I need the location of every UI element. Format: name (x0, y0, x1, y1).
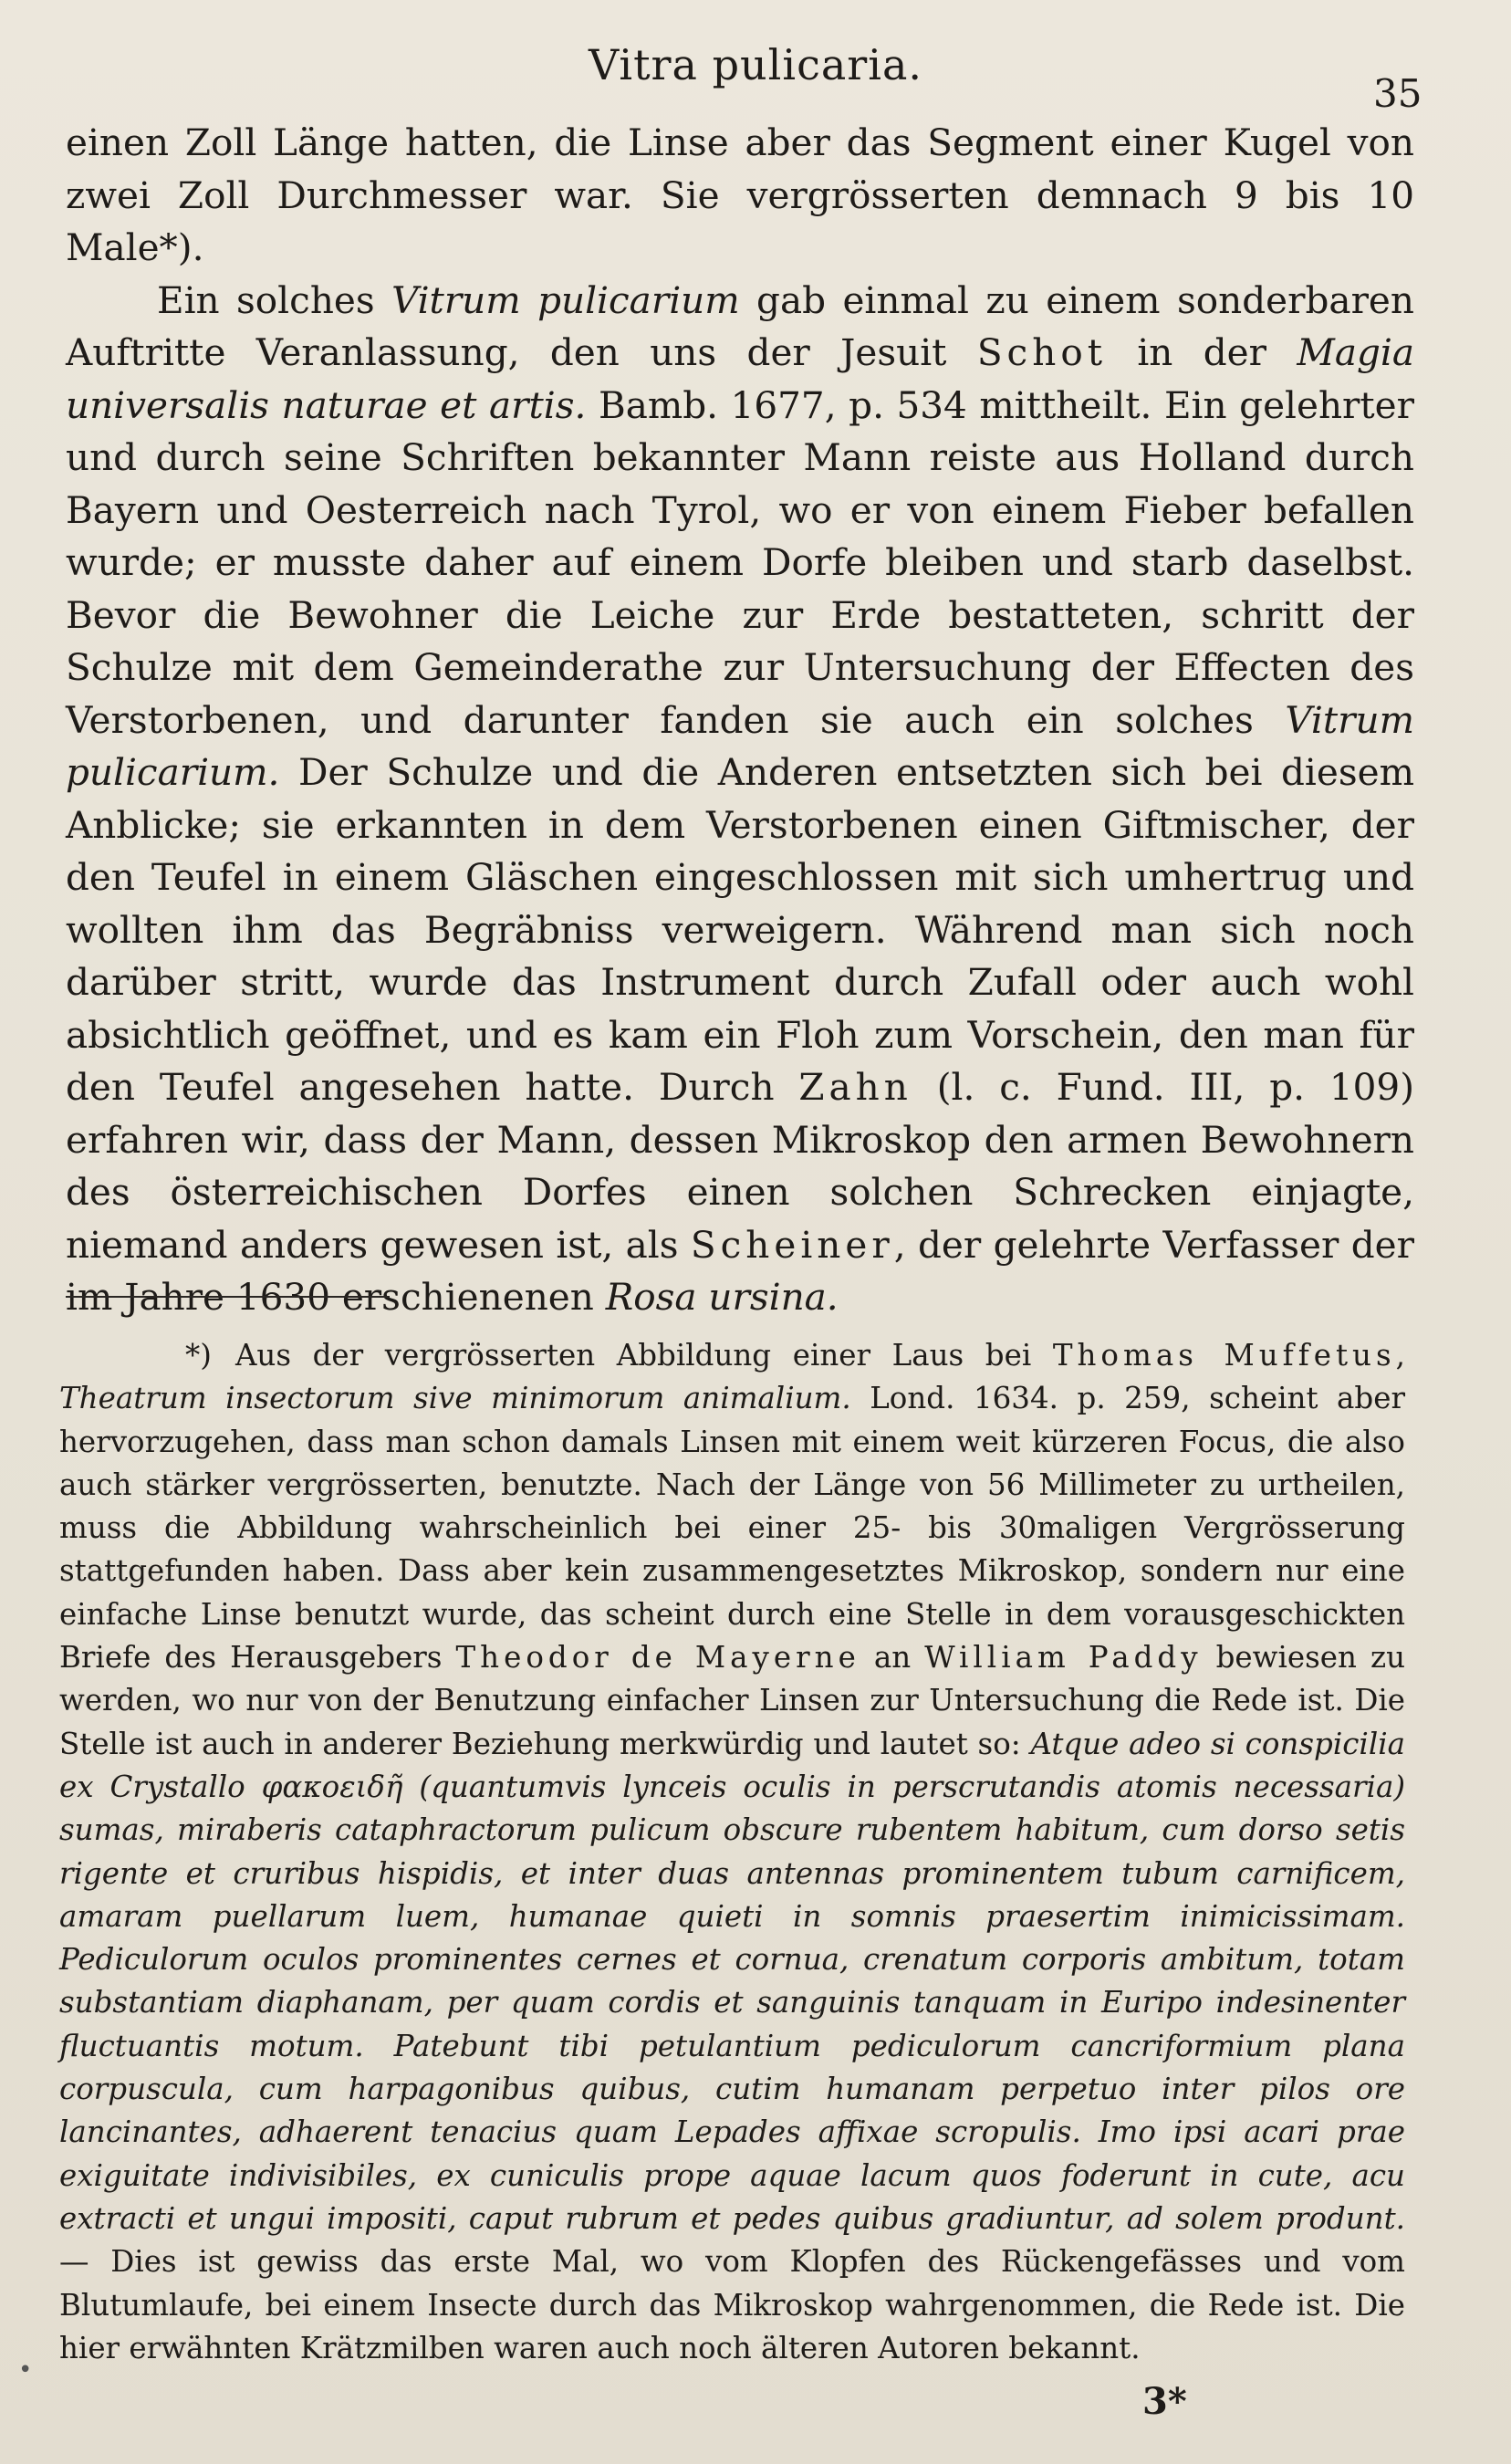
signature-mark: 3* (1142, 2380, 1187, 2423)
text-run: Der Schulze und die Anderen entsetzten sich bei diesem Anblicke; sie erkannten in dem Verstorbenen einen Giftmischer, der den Teufel in einem Gläschen eingeschlossen mit sich umhertrug und wollten ihm das Begräbniss verweigern. Während man sich noch darüber stritt, wurde das Instrument durch Zufall oder auch wohl absichtlich geöffnet, und es kam ein Floh zum Vorschein, den man für den Teufel angesehen hatte. Durch (66, 750, 1414, 1109)
text-run: Ein solches (157, 277, 392, 322)
text-run: , der gelehrte Verfasser der im Jahre 1630 erschienenen (66, 1222, 1414, 1319)
footnote-reference: *). (159, 225, 204, 269)
text-run: gab einmal zu einem sonderbaren Auftritte Veranlassung, den uns der Jesuit (66, 277, 1414, 374)
paragraph-2 (66, 275, 1414, 1324)
text-run: in der (1106, 330, 1297, 374)
text-run: Lond. 1634. p. 259, scheint aber hervorzugehen, dass man schon damals Linsen mit einem weit kürzeren Focus, die also auch stärker vergrösserten, benutzte. Nach der Länge von 56 Millimeter zu urtheilen, muss die Abbildung wahrscheinlich bei einer 25- bis 30maligen Vergrösserung stattgefunden haben. Dass aber kein zusammengesetztes Mikroskop, sondern nur eine einfache Linse benutzt wurde, das scheint durch eine Stelle in dem vorausgeschickten Briefe des Herausgebers (59, 1381, 1405, 1676)
text-run: , (1395, 1338, 1405, 1373)
person-name: William Paddy (924, 1640, 1203, 1676)
book-title: Rosa ursina. (605, 1275, 839, 1319)
text-run: bewiesen zu werden, wo nur von der Benutzung einfacher Linsen zur Untersuchung die Rede ist. Die Stelle ist auch in anderer Beziehung merkwürdig und lautet so: (59, 1640, 1405, 1761)
footnote-marker: *) (185, 1338, 212, 1373)
paragraph-1-text: einen Zoll Länge hatten, die Linse aber das Segment einer Kugel von zwei Zoll Durchmesser war. Sie vergrösserten demnach 9 bis 10 Male (66, 120, 1414, 269)
footnote-divider (66, 1296, 390, 1298)
person-name: Theodor de Mayerne (455, 1640, 860, 1676)
person-name: Zahn (798, 1065, 912, 1109)
text-run: Aus der vergrösserten Abbildung einer Laus bei (234, 1338, 1053, 1373)
page-number: 35 (1373, 71, 1422, 116)
italic-term: Vitrum pulicarium (391, 277, 740, 322)
paragraph-1 (66, 117, 1414, 275)
text-run: — Dies ist gewiss das erste Mal, wo vom Klopfen des Rückengefässes und vom Blutumlaufe, bei einem Insecte durch das Mikroskop wahrgenommen, die Rede ist. Die hier erwähnten Krätzmilben waren auch noch älteren Autoren bekannt. (59, 2244, 1405, 2365)
text-run: Bamb. 1677, p. 534 mittheilt. Ein gelehrter und durch seine Schriften bekannter Mann reiste aus Holland durch Bayern und Oesterreich nach Tyrol, wo er von einem Fieber befallen wurde; er musste daher auf einem Dorfe bleiben und starb daselbst. Bevor die Bewohner die Leiche zur Erde bestatteten, schritt der Schulze mit dem Gemeinderathe zur Untersuchung der Effecten des Verstorbenen, und darunter fanden sie auch ein solches (66, 382, 1415, 742)
person-name: Scheiner (690, 1222, 894, 1267)
footnote-paragraph (59, 1334, 1405, 2370)
running-title: Vitra pulicaria. (588, 40, 923, 89)
person-name: Schot (976, 330, 1107, 374)
italic-term: Vitrum pulicarium. (66, 697, 1414, 794)
footnote (59, 1334, 1405, 2370)
text-run: (l. c. Fund. III, p. 109) erfahren wir, dass der Mann, dessen Mikroskop den armen Bewohnern des österreichischen Dorfes einen solchen Schrecken einjagte, niemand anders gewesen ist, als (66, 1065, 1414, 1267)
latin-quotation: Atque adeo si conspicilia ex Crystallo φακοειδῆ (quantumvis lynceis oculis in perscrutandis atomis necessaria) sumas, miraberis cataphractorum pulicum obscure rubentem habitum, cum dorso setis rigente et cruribus hispidis, et inter duas antennas prominentem tubum carnificem, amaram puellarum luem, humanae quieti in somnis praesertim inimicissimam. Pediculorum oculos prominentes cernes et cornua, crenatum corporis ambitum, totam substantiam diaphanam, per quam cordis et sanguinis tanquam in Euripo indesinenter fluctuantis motum. Patebunt tibi petulantium pediculorum cancriformium plana corpuscula, cum harpagonibus quibus, cutim humanam perpetuo inter pilos ore lancinantes, adhaerent tenacius quam Lepades affixae scropulis. Imo ipsi acari prae exiguitate indivisibiles, ex cuniculis prope aquae lacum quos foderunt in cute, acu extracti et ungui impositi, caput rubrum et pedes quibus gradiuntur, ad solem produnt. (59, 1726, 1405, 2236)
text-run: an (860, 1640, 925, 1676)
book-title: Theatrum insectorum sive minimorum animalium. (59, 1381, 851, 1416)
person-name: Thomas Muffetus (1052, 1338, 1396, 1373)
margin-mark: • (18, 2356, 33, 2384)
main-text (66, 117, 1414, 1324)
book-title: Magia universalis naturae et artis. (66, 330, 1414, 427)
